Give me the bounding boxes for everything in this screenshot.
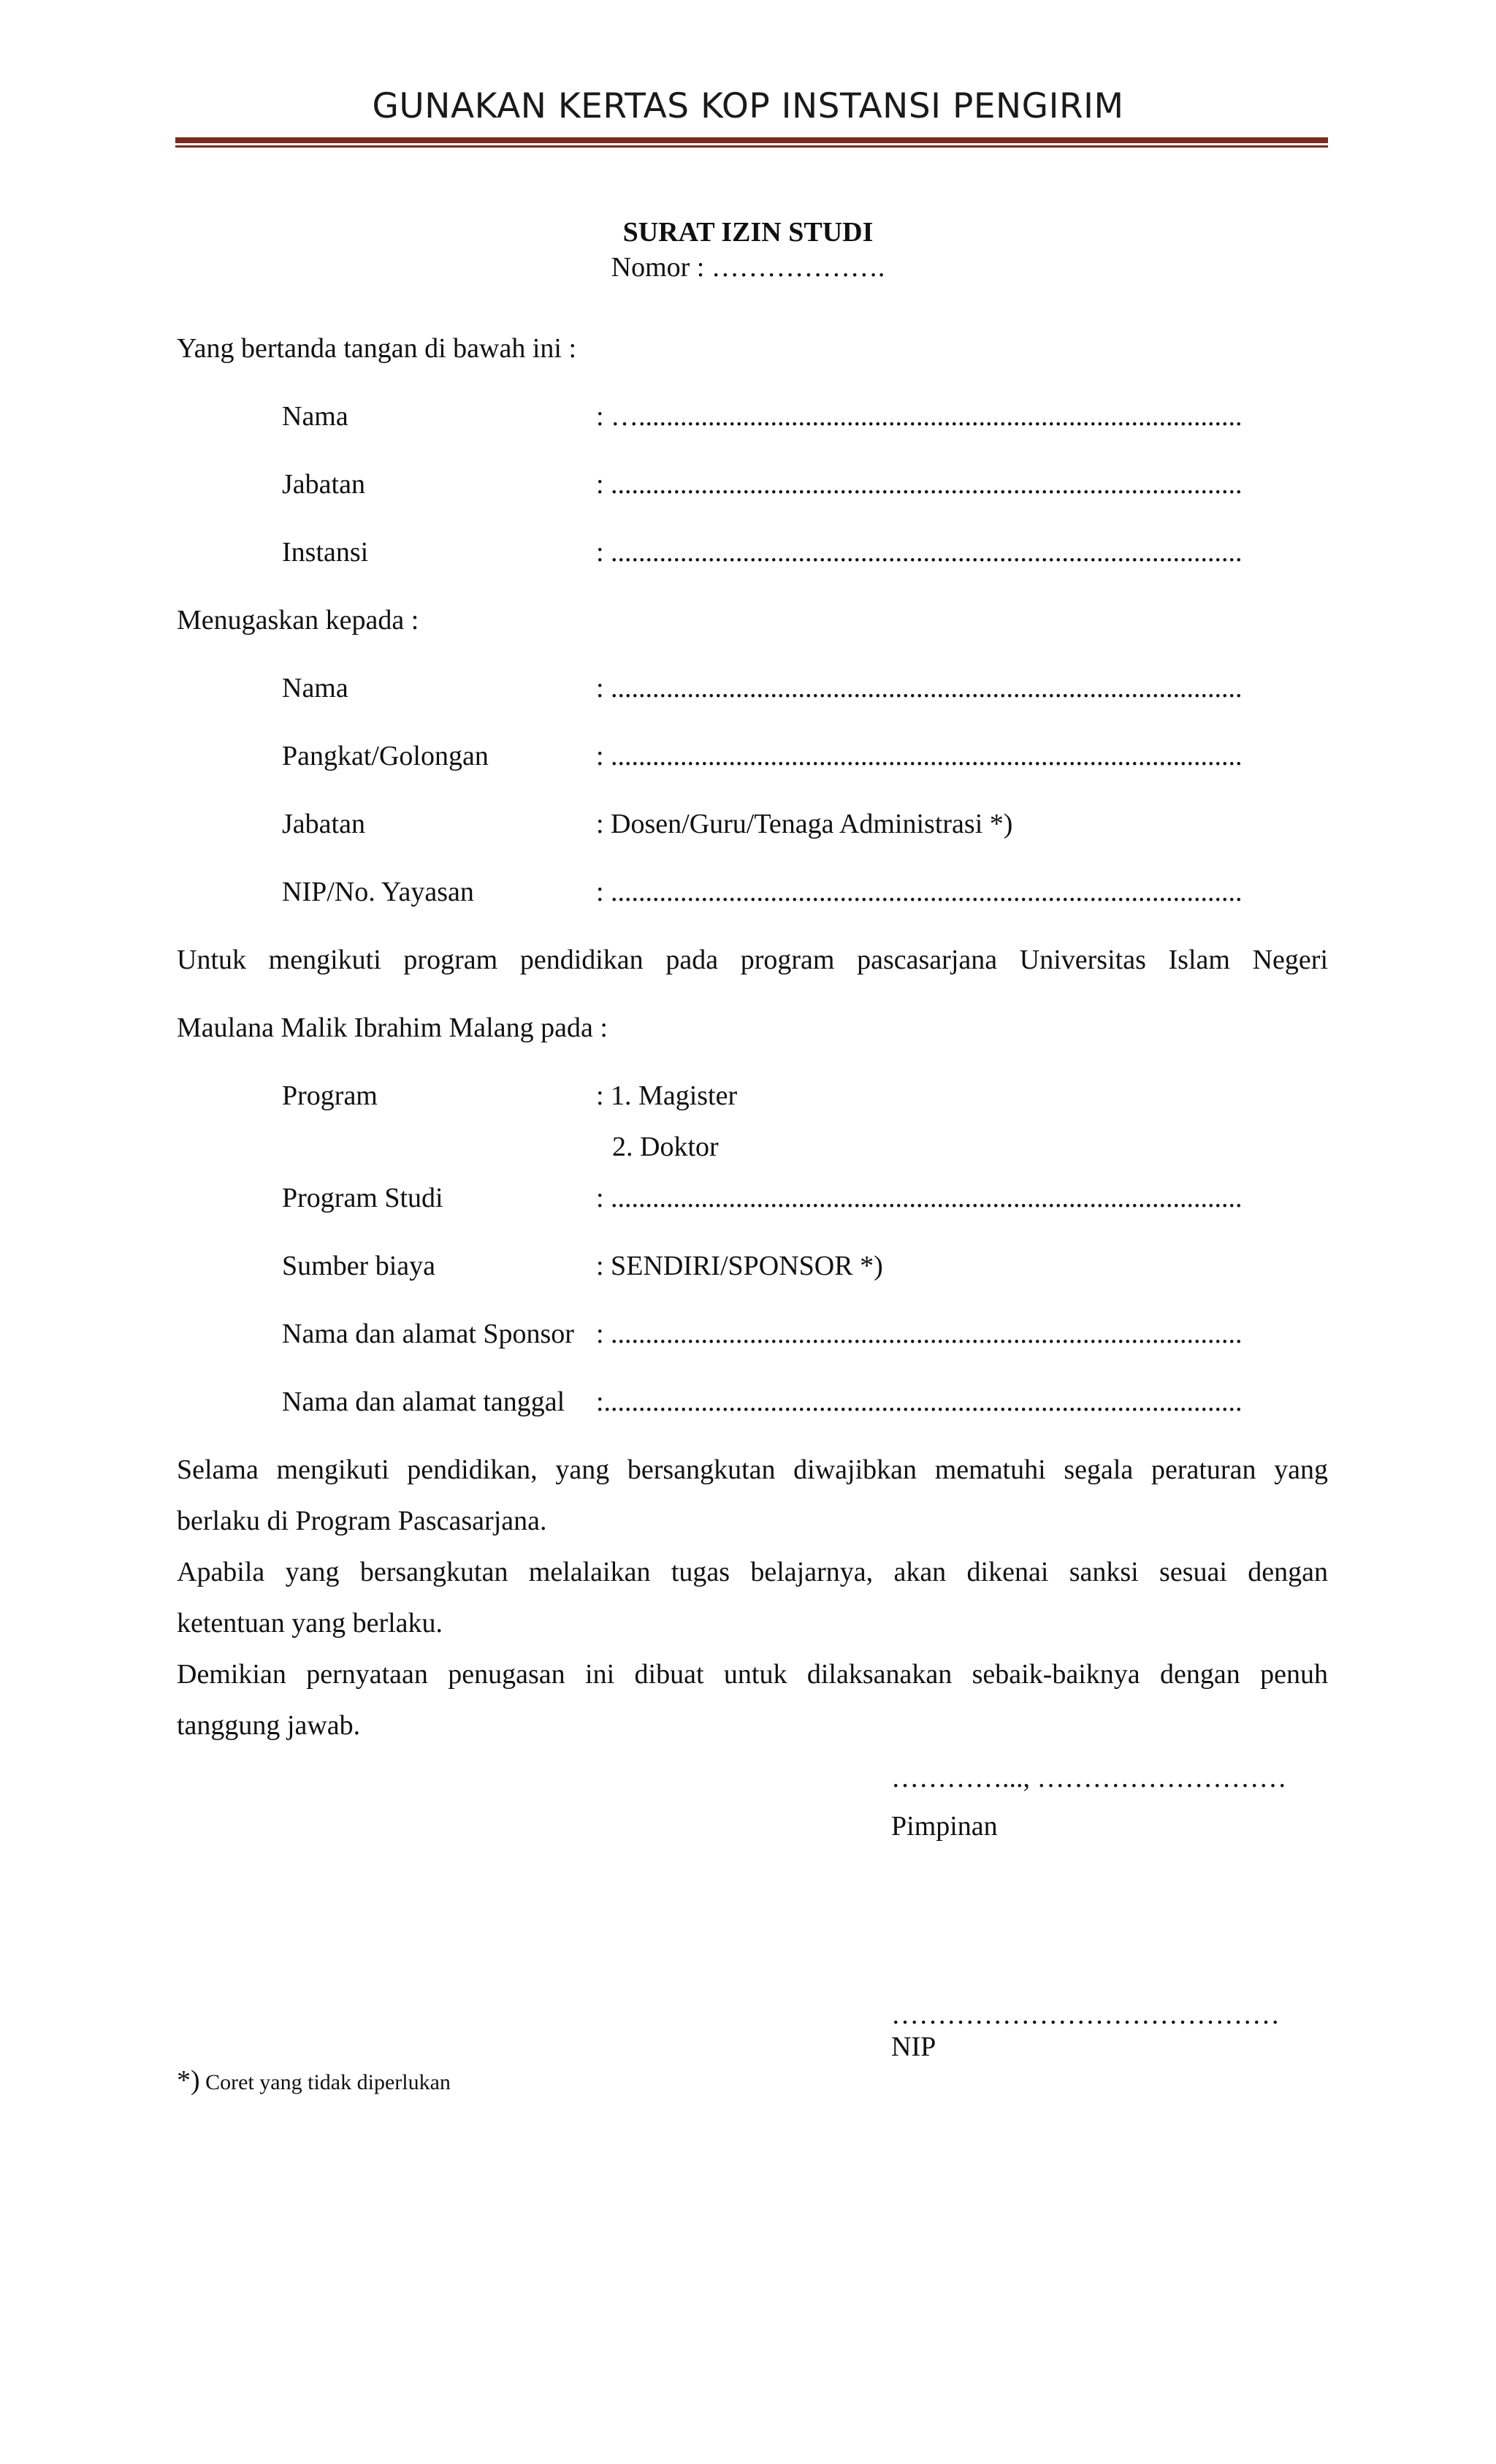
signer-position-label: Jabatan	[282, 469, 365, 500]
program-label: Program	[282, 1080, 378, 1111]
program-option-magister: : 1. Magister	[596, 1080, 738, 1111]
assignee-name-label: Nama	[282, 673, 348, 703]
assignee-name-value: : ...........................................................................................	[596, 673, 1243, 703]
signature-place-date: …………..., ………………………	[891, 1763, 1287, 1793]
program-intro-line1: Untuk mengikuti program pendidikan pada program pascasarjana Universitas Islam Negeri	[177, 945, 1328, 975]
signer-name-value: : ….......................................................................................	[596, 401, 1243, 432]
letterhead-rule-thick	[175, 137, 1328, 143]
signer-intro: Yang bertanda tangan di bawah ini :	[177, 333, 577, 364]
footnote-mark: *)	[177, 2065, 200, 2096]
signer-institution-label: Instansi	[282, 537, 369, 568]
closing-p1-line2: berlaku di Program Pascasarjana.	[177, 1506, 547, 1536]
program-intro-line2: Maulana Malik Ibrahim Malang pada :	[177, 1012, 608, 1043]
signature-name-line: ……………………………………	[891, 1999, 1280, 2030]
sponsor-address-value: : ...........................................................................................	[596, 1319, 1243, 1349]
sponsor-address-label: Nama dan alamat Sponsor	[282, 1319, 574, 1349]
signature-role: Pimpinan	[891, 1811, 998, 1842]
signer-institution-value: : ...........................................................................................	[596, 537, 1243, 568]
assignee-nip-value: : ...........................................................................................	[596, 877, 1243, 907]
footnote	[177, 2064, 451, 2097]
letter-number: Nomor : ……………….	[611, 252, 885, 283]
footnote-text: Coret yang tidak diperlukan	[199, 2070, 451, 2094]
assignee-position-label: Jabatan	[282, 809, 365, 839]
assignee-rank-label: Pangkat/Golongan	[282, 741, 489, 771]
residence-address-label: Nama dan alamat tanggal	[282, 1387, 565, 1417]
funding-source-label: Sumber biaya	[282, 1251, 436, 1281]
signer-position-value: : ...........................................................................................	[596, 469, 1243, 500]
residence-address-value: :............................................................................................	[596, 1387, 1243, 1417]
closing-p2-line2: ketentuan yang berlaku.	[177, 1608, 443, 1639]
program-option-doktor: 2. Doktor	[612, 1132, 719, 1162]
closing-p1-line1: Selama mengikuti pendidikan, yang bersangkutan diwajibkan mematuhi segala peraturan yang	[177, 1454, 1328, 1485]
letter-title: SURAT IZIN STUDI	[622, 217, 874, 248]
study-program-label: Program Studi	[282, 1183, 443, 1213]
funding-source-value: : SENDIRI/SPONSOR *)	[596, 1251, 883, 1281]
signature-nip-label: NIP	[891, 2032, 936, 2062]
letterhead-rule-thin	[175, 145, 1328, 148]
assignee-nip-label: NIP/No. Yayasan	[282, 877, 474, 907]
assignee-rank-value: : ...........................................................................................	[596, 741, 1243, 771]
assignee-position-value: : Dosen/Guru/Tenaga Administrasi *)	[596, 809, 1013, 839]
letterhead-placeholder: GUNAKAN KERTAS KOP INSTANSI PENGIRIM	[372, 86, 1124, 126]
signer-name-label: Nama	[282, 401, 348, 432]
study-program-value: : ...........................................................................................	[596, 1183, 1243, 1213]
closing-p3-line1: Demikian pernyataan penugasan ini dibuat untuk dilaksanakan sebaik-baiknya dengan penuh	[177, 1659, 1328, 1690]
closing-p2-line1: Apabila yang bersangkutan melalaikan tugas belajarnya, akan dikenai sanksi sesuai dengan	[177, 1557, 1328, 1587]
assignee-intro: Menugaskan kepada :	[177, 605, 419, 636]
closing-p3-line2: tanggung jawab.	[177, 1710, 361, 1741]
